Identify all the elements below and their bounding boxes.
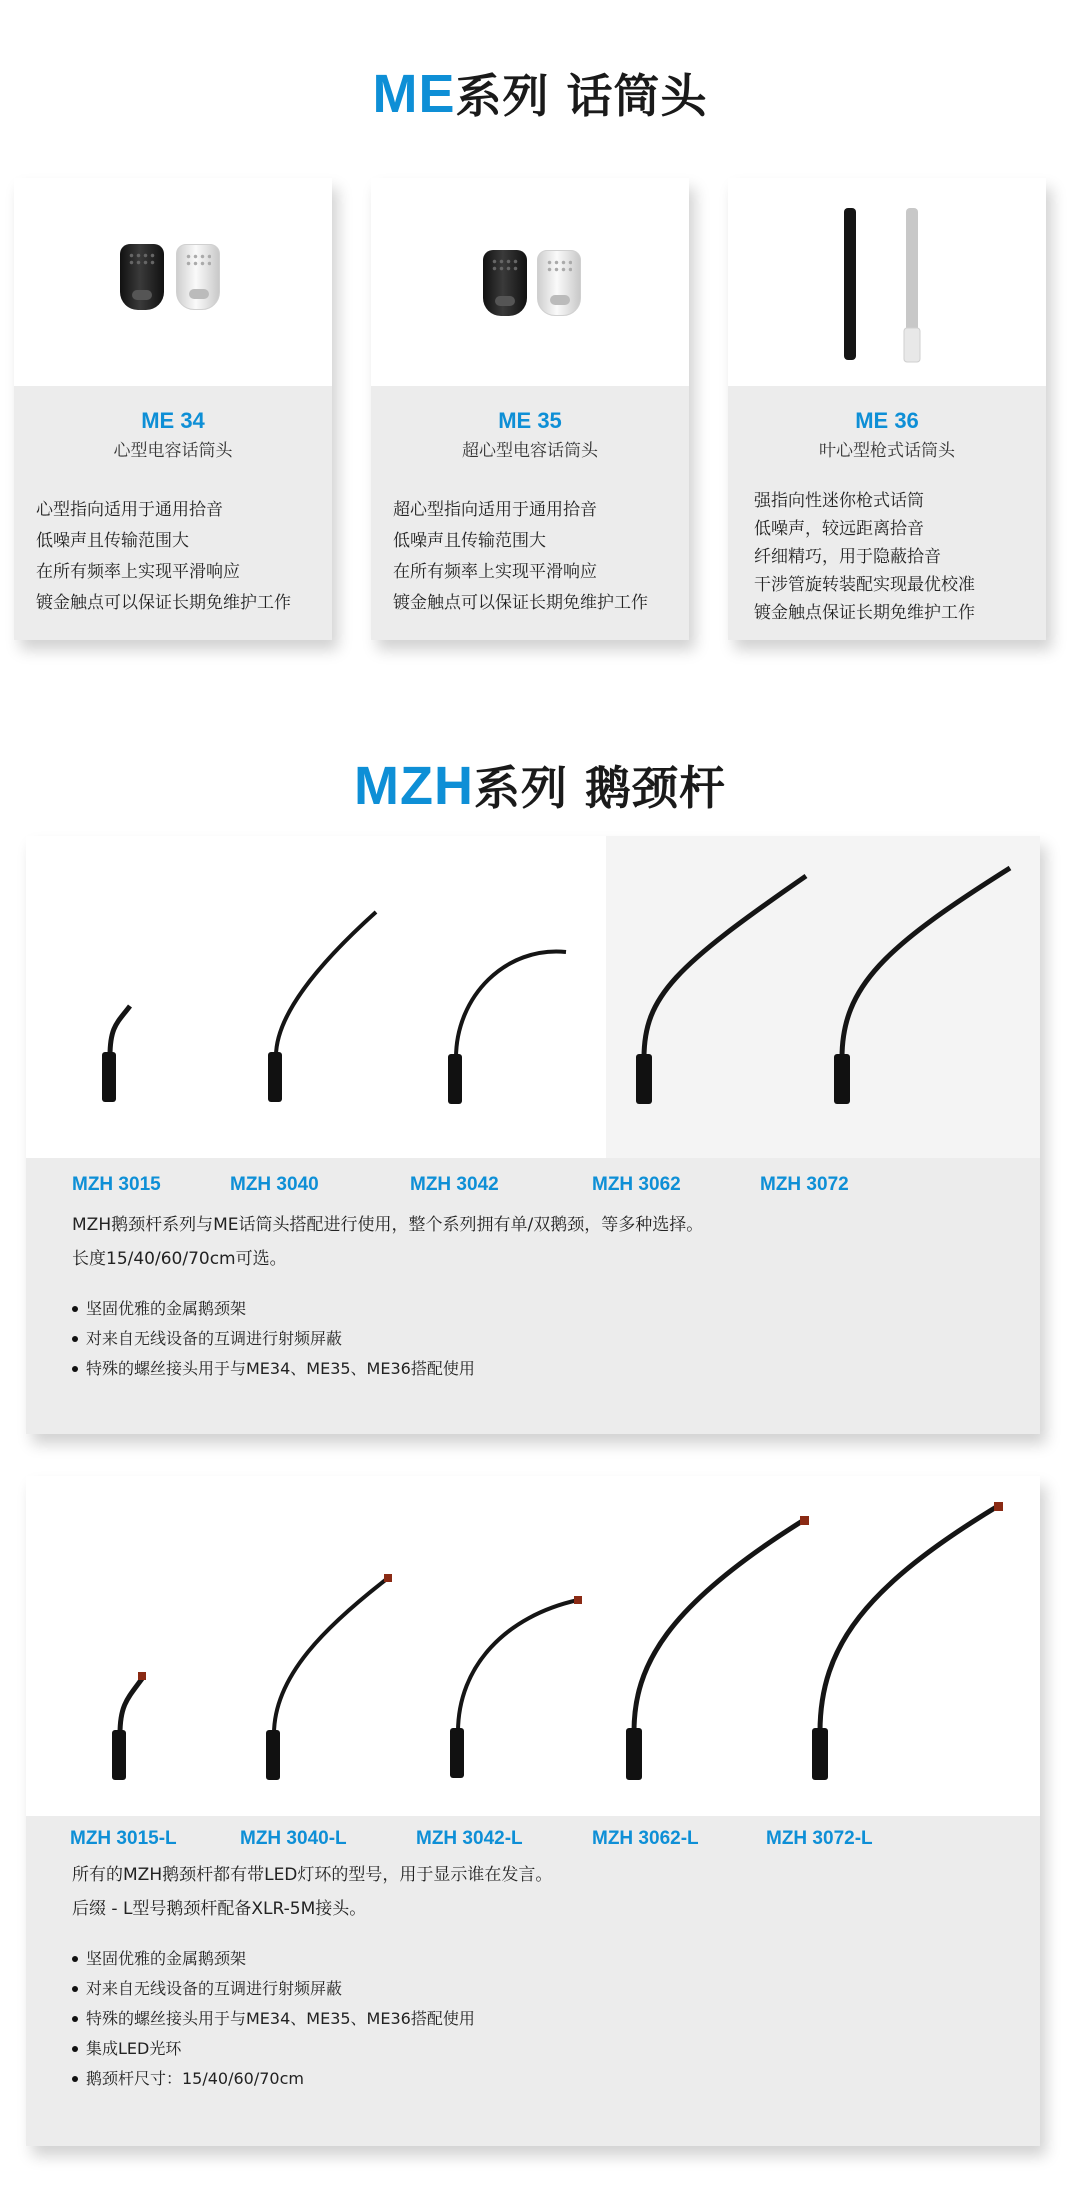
feature-item: 对来自无线设备的互调进行射频屏蔽	[72, 1974, 475, 2004]
model-subtitle: 超心型电容话筒头	[462, 441, 598, 461]
mzh-led-description: 所有的MZH鹅颈杆都有带LED灯环的型号，用于显示谁在发言。 后缀 - L型号鹅颈杆配备XLR-5M接头。	[72, 1865, 553, 1919]
me34-card	[14, 178, 332, 640]
me36-card	[728, 178, 1046, 640]
gooseneck-led-illustration	[26, 1476, 1040, 1816]
feature-list	[728, 487, 1046, 627]
feature-item: 对来自无线设备的互调进行射频屏蔽	[72, 1324, 475, 1354]
white-capsule-image	[537, 250, 581, 316]
feature-item: 超心型指向适用于通用拾音	[393, 500, 597, 520]
feature-item: 干涉管旋转装配实现最优校准	[754, 575, 975, 595]
feature-item: 特殊的螺丝接头用于与ME34、ME35、ME36搭配使用	[72, 1354, 475, 1384]
shotgun-capsule-image	[728, 178, 1046, 386]
feature-item: 在所有频率上实现平滑响应	[393, 562, 597, 582]
feature-item: 坚固优雅的金属鹅颈架	[72, 1294, 475, 1324]
model-label: MZH 3042	[410, 1174, 499, 1195]
feature-item: 鹅颈杆尺寸：15/40/60/70cm	[72, 2064, 475, 2094]
feature-item: 纤细精巧，用于隐蔽拾音	[754, 547, 941, 567]
mzh-description: MZH鹅颈杆系列与ME话筒头搭配进行使用，整个系列拥有单/双鹅颈，等多种选择。 长度15/40/60/70cm可选。	[72, 1215, 704, 1269]
model-label: MZH 3072	[760, 1174, 849, 1195]
me35-image	[371, 178, 689, 386]
mzh-standard-panel	[26, 836, 1040, 1434]
feature-list	[14, 495, 332, 619]
model-label: MZH 3040-L	[240, 1828, 347, 1849]
gooseneck-photo	[26, 836, 1040, 1158]
feature-item: 低噪声且传输范围大	[36, 531, 189, 551]
me35-card	[371, 178, 689, 640]
model-label: MZH 3015-L	[70, 1828, 177, 1849]
model-label: MZH 3062-L	[592, 1828, 699, 1849]
white-capsule-image	[176, 244, 220, 310]
gooseneck-led-photo	[26, 1476, 1040, 1816]
me36-image	[728, 178, 1046, 386]
feature-item: 镀金触点可以保证长期免维护工作	[393, 593, 648, 613]
model-label: MZH 3015	[72, 1174, 161, 1195]
model-label: MZH 3042-L	[416, 1828, 523, 1849]
feature-item: 特殊的螺丝接头用于与ME34、ME35、ME36搭配使用	[72, 2004, 475, 2034]
black-capsule-image	[483, 250, 527, 316]
mzh-section-title: MZH系列 鹅颈杆	[354, 756, 726, 816]
feature-item: 坚固优雅的金属鹅颈架	[72, 1944, 475, 1974]
model-name: ME 34	[141, 408, 205, 433]
model-label: MZH 3062	[592, 1174, 681, 1195]
model-name: ME 35	[498, 408, 562, 433]
feature-list	[72, 1294, 475, 1384]
feature-list	[371, 495, 689, 619]
feature-list	[72, 1944, 475, 2094]
feature-item: 镀金触点保证长期免维护工作	[754, 603, 975, 623]
model-subtitle: 心型电容话筒头	[113, 441, 233, 461]
feature-item: 集成LED光环	[72, 2034, 475, 2064]
black-capsule-image	[120, 244, 164, 310]
gooseneck-illustration	[26, 836, 1040, 1158]
model-subtitle: 叶心型枪式话筒头	[819, 441, 955, 461]
model-label: MZH 3040	[230, 1174, 319, 1195]
feature-item: 低噪声，较远距离拾音	[754, 519, 924, 539]
feature-item: 镀金触点可以保证长期免维护工作	[36, 593, 291, 613]
model-label: MZH 3072-L	[766, 1828, 873, 1849]
mzh-led-panel	[26, 1476, 1040, 2146]
feature-item: 低噪声且传输范围大	[393, 531, 546, 551]
feature-item: 在所有频率上实现平滑响应	[36, 562, 240, 582]
me-section-title: ME系列 话筒头	[372, 64, 708, 124]
feature-item: 强指向性迷你枪式话筒	[754, 491, 924, 511]
model-name: ME 36	[855, 408, 919, 433]
feature-item: 心型指向适用于通用拾音	[36, 500, 223, 520]
me34-image	[14, 178, 332, 386]
